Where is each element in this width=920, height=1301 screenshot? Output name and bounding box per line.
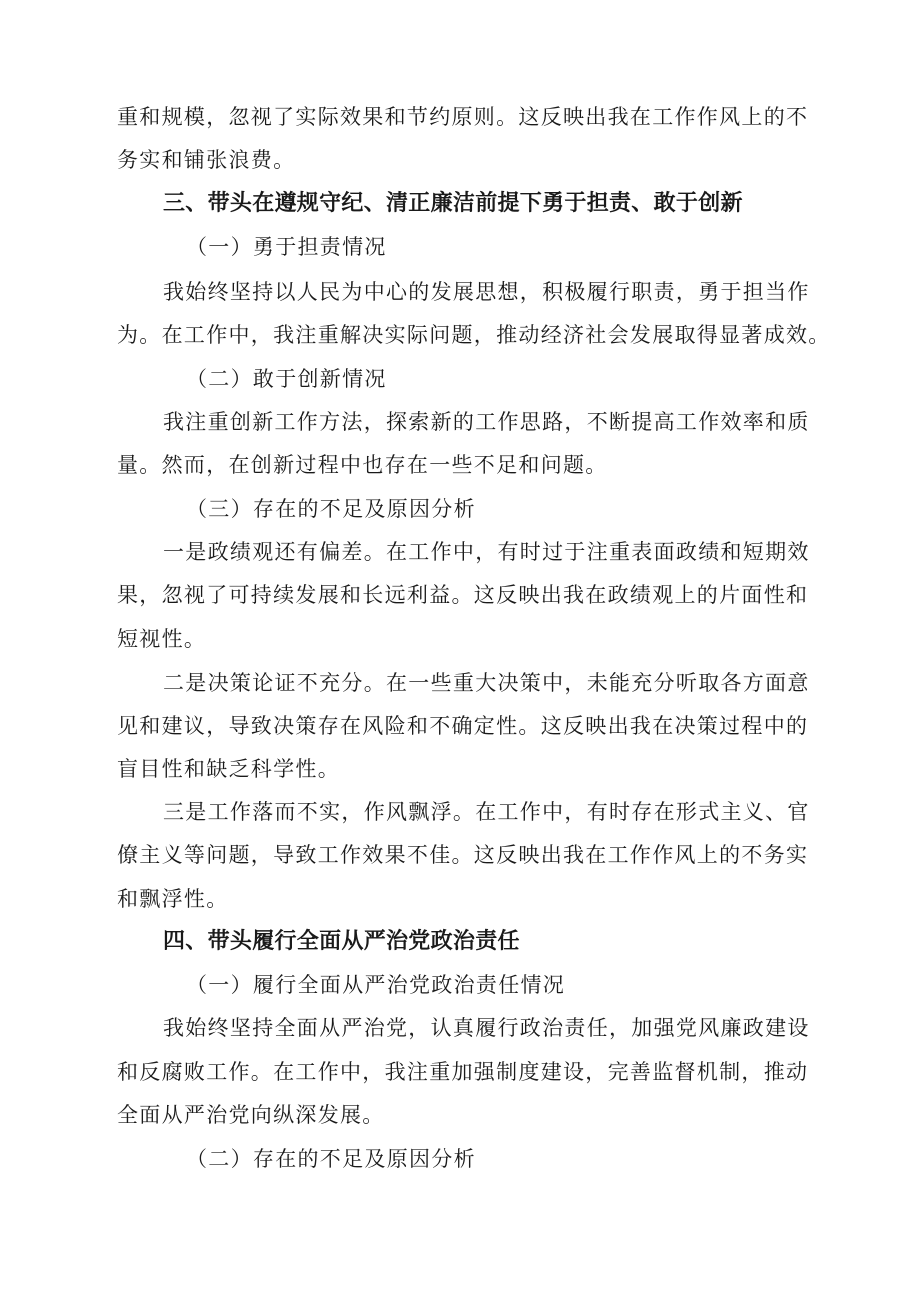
body-text-line: 短视性。 (117, 627, 207, 651)
subsection-heading: （一）勇于担责情况 (186, 235, 387, 259)
body-text-line: 我始终坚持以人民为中心的发展思想，积极履行职责，勇于担当作 (163, 280, 810, 304)
body-text-line: 全面从严治党向纵深发展。 (117, 1103, 385, 1127)
subsection-heading: （二）敢于创新情况 (186, 367, 387, 391)
section-heading-4: 四、带头履行全面从严治党政治责任 (163, 929, 520, 954)
subsection-heading: （一）履行全面从严治党政治责任情况 (186, 973, 566, 997)
body-text-line: 果，忽视了可持续发展和长远利益。这反映出我在政绩观上的片面性和 (117, 583, 809, 607)
body-text-line: 僚主义等问题，导致工作效果不佳。这反映出我在工作作风上的不务实 (117, 843, 809, 867)
body-text-line: 一是政绩观还有偏差。在工作中，有时过于注重表面政绩和短期效 (163, 540, 810, 564)
body-text-line: 重和规模，忽视了实际效果和节约原则。这反映出我在工作作风上的不 (117, 105, 809, 129)
body-text-line: 务实和铺张浪费。 (117, 148, 296, 172)
body-text-line: 见和建议，导致决策存在风险和不确定性。这反映出我在决策过程中的 (117, 714, 809, 738)
body-text-line: 我注重创新工作方法，探索新的工作思路，不断提高工作效率和质 (163, 410, 810, 434)
body-text-line: 我始终坚持全面从严治党，认真履行政治责任，加强党风廉政建设 (163, 1016, 810, 1040)
body-text-line: 和飘浮性。 (117, 887, 229, 911)
subsection-heading: （二）存在的不足及原因分析 (186, 1147, 476, 1171)
body-text-line: 为。在工作中，我注重解决实际问题，推动经济社会发展取得显著成效。 (117, 323, 831, 347)
body-text-line: 和反腐败工作。在工作中，我注重加强制度建设，完善监督机制，推动 (117, 1060, 809, 1084)
body-text-line: 二是决策论证不充分。在一些重大决策中，未能充分听取各方面意 (163, 671, 810, 695)
body-text-line: 盲目性和缺乏科学性。 (117, 757, 340, 781)
subsection-heading: （三）存在的不足及原因分析 (186, 497, 476, 521)
body-text-line: 量。然而，在创新过程中也存在一些不足和问题。 (117, 453, 608, 477)
body-text-line: 三是工作落而不实，作风飘浮。在工作中，有时存在形式主义、官 (163, 800, 810, 824)
section-heading-3: 三、带头在遵规守纪、清正廉洁前提下勇于担责、敢于创新 (163, 191, 743, 216)
